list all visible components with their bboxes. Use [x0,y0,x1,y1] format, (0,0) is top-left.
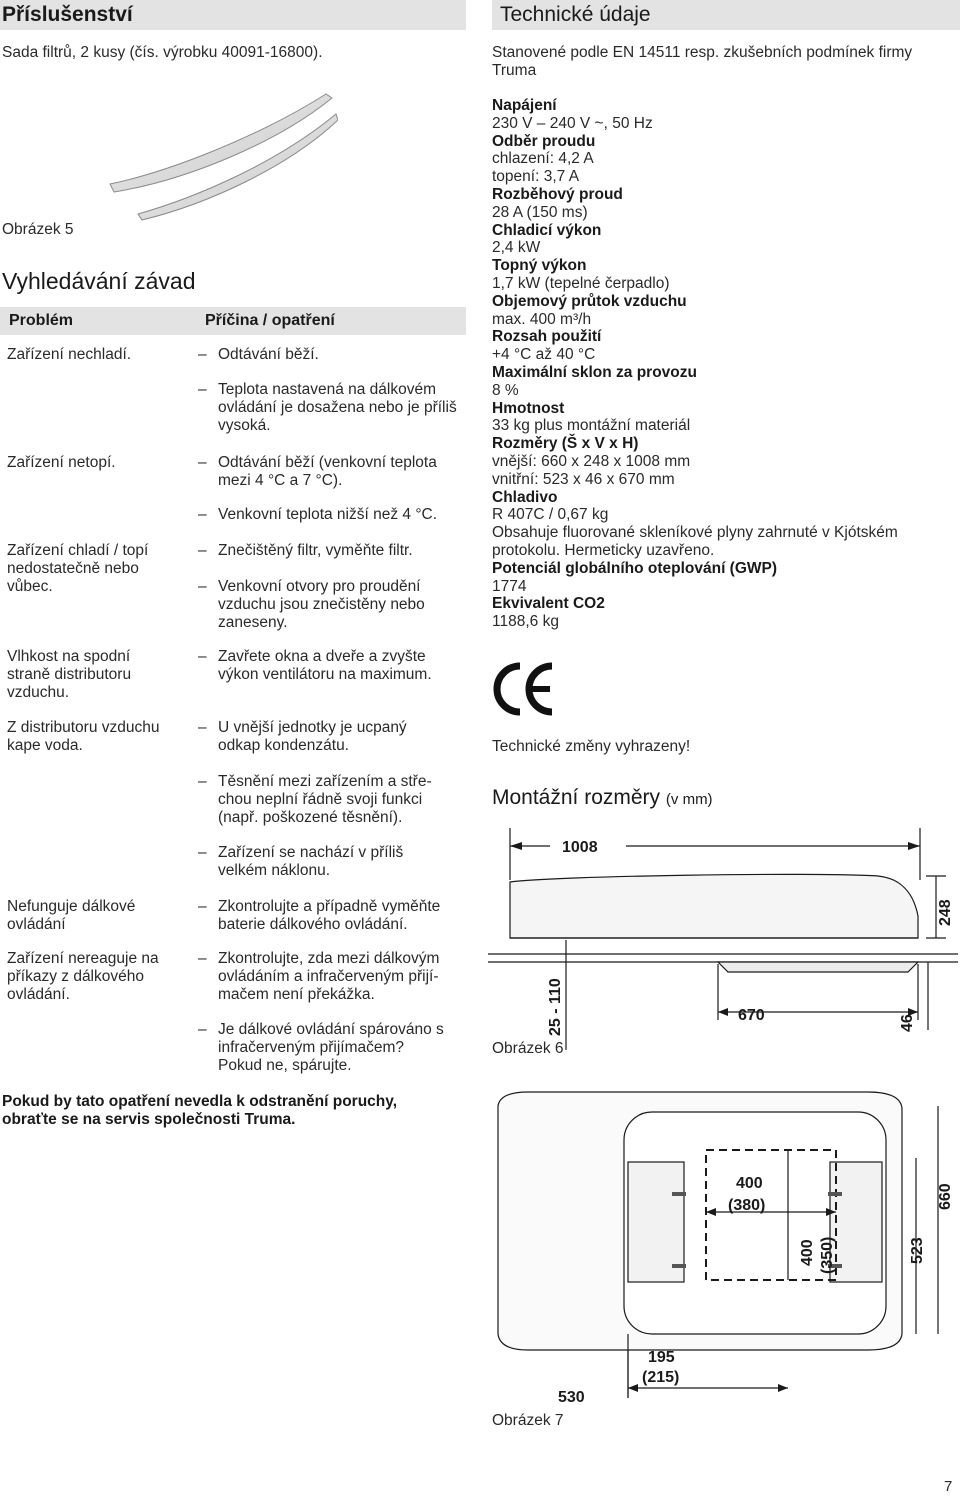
spec-label: Chladivo [492,488,558,506]
problem-item: Zařízení chladí / topí nedostatečně nebo vůbec. [7,542,149,595]
spec-value: Obsahuje fluorované skleníkové plyny zahrnuté v Kjótském [492,524,898,542]
dim-195: 195 [648,1349,675,1366]
spec-value: 33 kg plus montážní materiál [492,417,691,435]
spec-label: Topný výkon [492,257,587,275]
dim-660: 660 [937,1183,954,1210]
accessories-heading-bar [0,0,466,30]
spec-value: vnější: 660 x 248 x 1008 mm [492,452,691,470]
dim-248: 248 [937,899,954,926]
spec-label: Napájení [492,97,557,114]
spec-value: 1774 [492,577,527,595]
spec-label: Rozměry (Š x V x H) [492,435,639,453]
service-note: Pokud by tato opatření nevedla k odstranění poruchy, obraťte se na servis společnosti Truma. [2,1093,398,1128]
spec-value: +4 °C až 40 °C [492,346,596,364]
spec-label: Rozsah použití [492,328,602,346]
spec-label: Objemový průtok vzduchu [492,292,687,310]
cause-item: – U vnější jednotky je ucpaný odkap kondenzátu. [198,719,407,754]
cause-item: – Odtávání běží (venkovní teplota mezi 4 °C a 7 °C). [198,454,437,489]
dim-46: 46 [899,1014,916,1032]
problem-item: Vlhkost na spodní straně distributoru vzduchu. [7,648,132,701]
accessories-heading: Příslušenství [2,3,133,26]
spec-label: Potenciál globálního oteplování (GWP) [492,559,778,577]
technical-heading: Technické údaje [500,3,651,26]
spec-value: topení: 3,7 A [492,168,580,186]
spec-value: 8 % [492,381,519,399]
technical-heading-bar [492,0,960,30]
dim-215: (215) [642,1369,680,1386]
spec-value: R 407C / 0,67 kg [492,506,609,524]
dim-400: 400 [736,1175,763,1192]
dim-350: (350) [819,1236,836,1274]
cause-item: – Těsnění mezi zařízením a stře-chou neplní řádně svoji funkci (např. poškozené těsnění). [198,773,432,826]
cause-item: – Venkovní otvory pro proudění vzduchu jsou znečistěny nebo zaneseny. [198,578,425,631]
technical-intro: Stanovené podle EN 14511 resp. zkušebních podmínek firmy Truma [492,44,913,79]
problem-item: Nefunguje dálkové ovládání [7,898,136,933]
accessories-description: Sada filtrů, 2 kusy (čís. výrobku 40091-16800). [2,44,323,61]
spec-list [492,97,942,631]
spec-value: 28 A (150 ms) [492,203,588,221]
dim-25-110: 25 - 110 [547,978,564,1036]
spec-label: Maximální sklon za provozu [492,363,697,381]
spec-value: 230 V – 240 V ~, 50 Hz [492,114,653,132]
cause-item: – Zkontrolujte, zda mezi dálkovým ovládáním a infračerveným přijí-mačem není překážka. [198,950,440,1003]
cause-item: – Odtávání běží. [198,346,319,363]
spec-value: 1188,6 kg [492,613,559,631]
figure-6-side-view [488,820,958,1055]
spec-label: Odběr proudu [492,132,596,150]
figure-5-label: Obrázek 5 [2,221,74,238]
cause-item: – Zařízení se nachází v příliš velkém náklonu. [198,844,404,879]
spec-label: Rozběhový proud [492,185,623,203]
troubleshooting-heading: Vyhledávání závad [2,268,196,294]
spec-value: 1,7 kW (tepelné čerpadlo) [492,274,670,292]
cause-item: – Zkontrolujte a případně vyměňte baterie dálkového ovládání. [198,898,441,933]
dim-380: (380) [728,1197,766,1214]
spec-value: max. 400 m³/h [492,310,592,328]
problem-item: Zařízení netopí. [7,454,116,471]
ce-mark [490,660,562,718]
cause-item: – Zavřete okna a dveře a zvyšte výkon ventilátoru na maximum. [198,648,432,683]
cause-item: – Je dálkové ovládání spárováno s infračerveným přijímačem? Pokud ne, spárujte. [198,1021,444,1074]
problem-item: Zařízení nechladí. [7,346,132,363]
page-number: 7 [944,1478,953,1495]
spec-label: Chladicí výkon [492,221,602,239]
cause-item: – Znečištěný filtr, vyměňte filtr. [198,542,413,559]
spec-value: protokolu. Hermeticky uzavřeno. [492,541,715,559]
spec-value: vnitřní: 523 x 46 x 670 mm [492,470,675,488]
col-cause: Příčina / opatření [205,312,335,329]
figure-6-label: Obrázek 6 [492,1040,564,1057]
cause-item: – Venkovní teplota nižší než 4 °C. [198,506,438,523]
technical-changes-note: Technické změny vyhrazeny! [492,738,691,755]
ce-mark-icon [490,660,562,718]
dim-400-vertical: 400 [799,1239,816,1266]
dim-1008: 1008 [562,839,598,856]
problem-item: Zařízení nereaguje na příkazy z dálkového ovládání. [7,950,159,1003]
dim-530: 530 [558,1389,585,1406]
spec-label: Hmotnost [492,399,565,417]
figure-7-label: Obrázek 7 [492,1412,564,1429]
filter-image [108,92,338,222]
spec-value: 2,4 kW [492,239,541,257]
spec-label: Ekvivalent CO2 [492,595,605,613]
mounting-heading: Montážní rozměry (v mm) [492,786,713,809]
figure-7-top-view [488,1088,958,1408]
dim-670: 670 [738,1007,765,1024]
troubleshooting-table-header [0,307,466,335]
problem-item: Z distributoru vzduchu kape voda. [7,719,160,754]
dim-523: 523 [909,1237,926,1264]
spec-value: chlazení: 4,2 A [492,150,594,168]
col-problem: Problém [9,312,74,329]
cause-item: – Teplota nastavená na dálkovém ovládání je dosažena nebo je příliš vysoká. [198,381,457,434]
